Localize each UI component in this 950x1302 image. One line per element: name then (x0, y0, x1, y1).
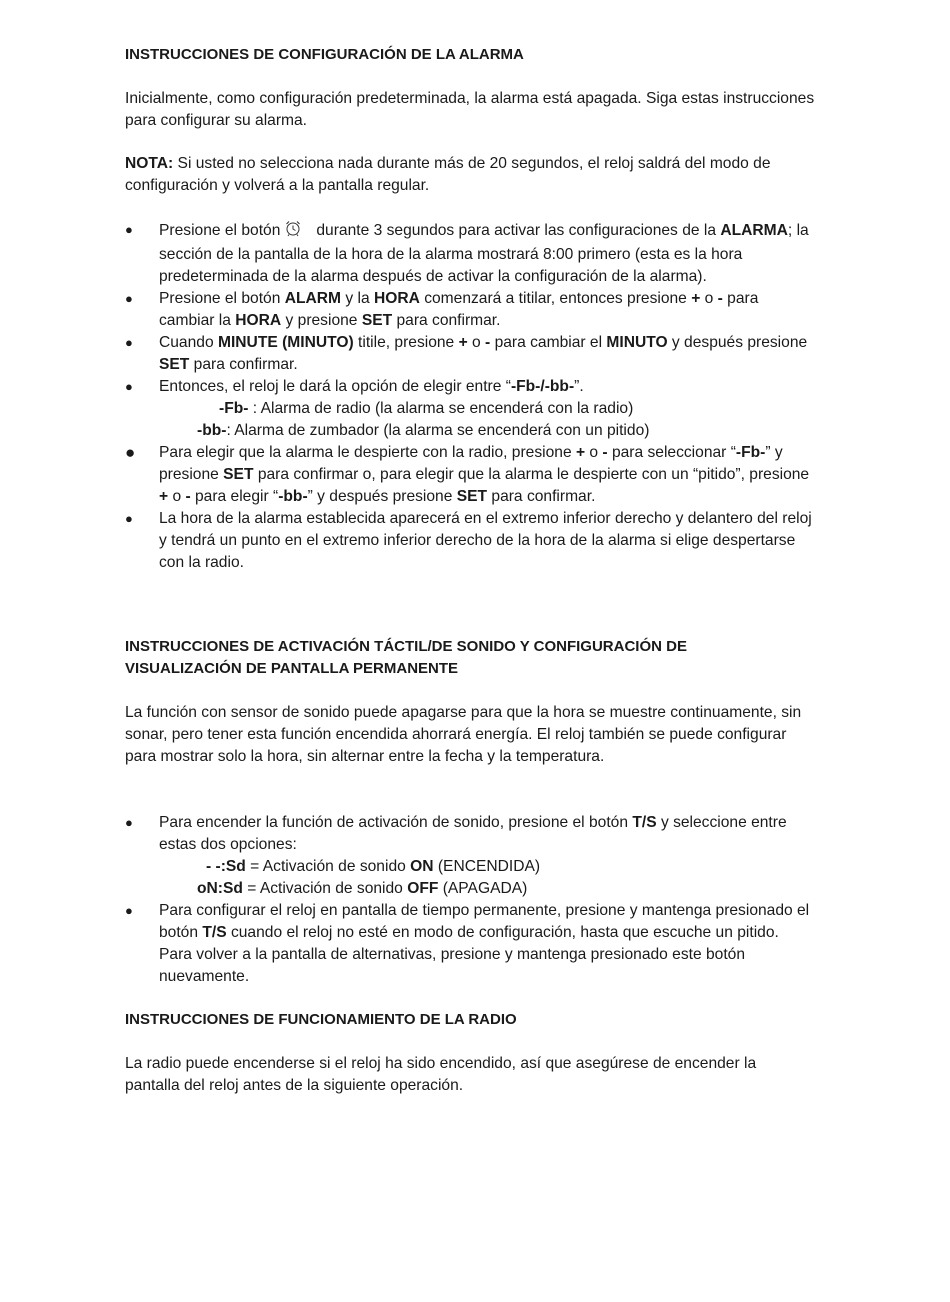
text: T/S (632, 814, 657, 831)
list-item (125, 288, 815, 332)
text: y seleccione entre estas dos opciones: (159, 814, 787, 853)
alarm-intro-paragraph: Inicialmente, como configuración predeterminada, la alarma está apagada. Siga estas instrucciones para configurar su alarma. (125, 90, 815, 129)
text: : Alarma de radio (la alarma se encenderá con la radio) (248, 400, 634, 417)
sub-item-sd-on (159, 856, 815, 878)
list-item (125, 900, 815, 988)
list-item (125, 219, 815, 288)
text: para cambiar la (159, 290, 759, 329)
sound-steps-list (125, 812, 815, 988)
text: para confirmar. (189, 356, 298, 373)
text: para elegir “ (190, 488, 279, 505)
text: -Fb- (219, 400, 249, 417)
text: - (717, 290, 723, 307)
text: o (467, 334, 486, 351)
text: + (691, 290, 701, 307)
text: -Fb-/-bb- (510, 378, 575, 395)
list-item (125, 442, 815, 508)
list-item (125, 332, 815, 376)
text: -Fb- (735, 444, 766, 461)
text: para seleccionar “ (607, 444, 736, 461)
sound-intro-paragraph: La función con sensor de sonido puede apagarse para que la hora se muestre continuamente, sin sonar, pero tener esta función encendida ahorrará energía. El reloj también se puede configurar para mostrar solo la hora, sin alternar entre la fecha y la temperatura. (125, 704, 802, 765)
alarm-clock-icon (284, 219, 302, 244)
text: HORA (235, 312, 282, 329)
text: cuando el reloj no esté en modo de configuración, hasta que escuche un pitido. Para volver a la pantalla de alternativas, presione y mantenga presionado este botón nuevamente. (159, 924, 779, 985)
text: oN:Sd (197, 880, 243, 897)
text: ON (410, 858, 434, 875)
sub-item-fb (159, 398, 815, 420)
text: Presione el botón (159, 290, 285, 307)
text: - (602, 444, 608, 461)
text: Entonces, el reloj le dará la opción de elegir entre “ (159, 378, 511, 395)
text: Para elegir que la alarma le despierte con la radio, presione (159, 444, 576, 461)
text: comenzará a titilar, entonces presione (419, 290, 692, 307)
list-item: ● La hora de la alarma establecida aparecerá en el extremo inferior derecho y delantero del reloj y tendrá un punto en el extremo inferior derecho de la hora de la alarma si elige despertarse con la radio. (125, 508, 815, 574)
text: ALARMA (720, 222, 788, 239)
text: -bb- (278, 488, 308, 505)
list-item (125, 376, 815, 442)
text: T/S (202, 924, 227, 941)
text: ” y presione (159, 444, 783, 483)
text: ; la sección de la pantalla de la hora de la alarma mostrará 8:00 primero (esta es la hora predeterminada de la alarma después de activar la configuración de la alarma). (159, 222, 809, 285)
text: o (168, 488, 186, 505)
section-heading-alarm: INSTRUCCIONES DE CONFIGURACIÓN DE LA ALARMA (125, 46, 524, 63)
radio-intro-paragraph: La radio puede encenderse si el reloj ha sido encendido, así que asegúrese de encender la pantalla del reloj antes de la siguiente operación. (125, 1055, 757, 1094)
text: Cuando (159, 334, 218, 351)
text: ”. (574, 378, 584, 395)
text: Para encender la función de activación de sonido, presione el botón (159, 814, 633, 831)
sub-item-sd-off (159, 878, 815, 900)
text: HORA (373, 290, 420, 307)
text: OFF (407, 880, 439, 897)
text: (ENCENDIDA) (433, 858, 541, 875)
text: -bb- (197, 422, 227, 439)
text: durante 3 segundos para activar las configuraciones de la (316, 222, 721, 239)
text: MINUTE (MINUTO) (217, 334, 354, 351)
text: + (159, 488, 169, 505)
text: Presione el botón (159, 222, 281, 239)
heading-line: VISUALIZACIÓN DE PANTALLA PERMANENTE (125, 660, 459, 677)
text: o (700, 290, 718, 307)
list-item (125, 812, 815, 900)
text: MINUTO (606, 334, 668, 351)
note-label: NOTA: (125, 155, 174, 172)
section-heading-sound (125, 636, 815, 680)
text: SET (159, 356, 190, 373)
text: = Activación de sonido (245, 858, 411, 875)
text: y la (341, 290, 374, 307)
text: - -:Sd (206, 858, 246, 875)
text: Para configurar el reloj en pantalla de tiempo permanente, presione y mantenga presionado el botón (159, 902, 810, 941)
text: + (458, 334, 468, 351)
text: para confirmar o, para elegir que la alarma le despierte con un “pitido”, presione (253, 466, 810, 483)
text: : Alarma de zumbador (la alarma se encenderá con un pitido) (226, 422, 650, 439)
note-text: Si usted no selecciona nada durante más de 20 segundos, el reloj saldrá del modo de configuración y volverá a la pantalla regular. (125, 155, 771, 194)
text: = Activación de sonido (242, 880, 408, 897)
text: (APAGADA) (438, 880, 528, 897)
text: ” y después presione (307, 488, 457, 505)
text: y presione (281, 312, 362, 329)
heading-line: INSTRUCCIONES DE ACTIVACIÓN TÁCTIL/DE SONIDO Y CONFIGURACIÓN DE (125, 638, 687, 655)
section-heading-radio: INSTRUCCIONES DE FUNCIONAMIENTO DE LA RADIO (125, 1011, 517, 1028)
text: SET (456, 488, 488, 505)
text: - (485, 334, 491, 351)
sub-item-bb (159, 420, 815, 442)
text: y después presione (667, 334, 808, 351)
text: titile, presione (353, 334, 459, 351)
text: + (575, 444, 586, 461)
text: - (185, 488, 191, 505)
text: SET (361, 312, 393, 329)
alarm-steps-list (125, 219, 815, 574)
text: para confirmar. (392, 312, 501, 329)
text: para confirmar. (487, 488, 596, 505)
text: ALARM (284, 290, 342, 307)
alarm-note-paragraph (125, 153, 815, 197)
text: SET (223, 466, 254, 483)
text: o (585, 444, 603, 461)
text: para cambiar el (490, 334, 607, 351)
